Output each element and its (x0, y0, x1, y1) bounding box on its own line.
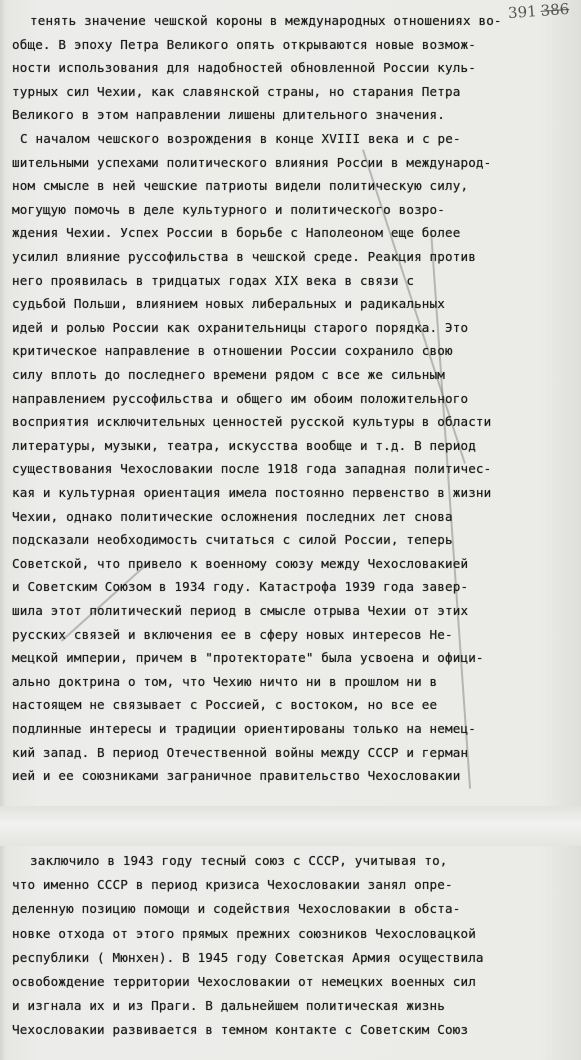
text-line: ном смысле в ней чешские патриоты видели политическую силу, (12, 178, 469, 194)
text-line: восприятия исключительных ценностей русской культуры в области (12, 414, 492, 430)
text-line: тенять значение чешской короны в международных отношениях во- (30, 13, 502, 28)
text-line: существования Чехословакии после 1918 года западная политичес- (12, 461, 492, 477)
text-line: настоящем не связывает с Россией, с востоком, но все ее (12, 697, 438, 713)
text-line: Советской, что привело к военному союзу между Чехословакией (12, 555, 469, 571)
text-line: литературы, музыки, театра, искусства вообще и т.д. В период (12, 437, 476, 453)
text-line: деленную позицию помощи и содействия Чехословакии в обста- (12, 901, 461, 917)
text-line: новке отхода от этого прямых прежних союзников Чехословацкой (12, 925, 476, 941)
text-line: освобождение территории Чехословакии от немецких военных сил (12, 974, 476, 989)
text-line: Чехословакии развивается в темном контакте с Советским Союз (12, 1022, 469, 1038)
text-line: ией и ее союзниками заграничное правительство Чехословакии (12, 768, 461, 784)
text-line: подлинные интересы и традиции ориентированы только на немец- (12, 721, 476, 736)
text-line: Чехии, однако политические осложнения последних лет снова (12, 508, 453, 524)
text-line: критическое направление в отношении России сохранило свою (12, 343, 453, 359)
text-line: ности использования для надобностей обновленной России куль- (12, 60, 476, 76)
page-number-struck: 386 (539, 0, 570, 20)
text-line: мецкой империи, причем в "протекторате" была усвоена и офици- (12, 650, 484, 666)
text-line: республики ( Мюнхен). В 1945 году Советская Армия осуществила (12, 949, 484, 965)
text-line: и Советским Союзом в 1934 году. Катастрофа 1939 года завер- (12, 579, 469, 595)
text-line: могущую помочь в деле культурного и политического возро- (12, 201, 445, 217)
text-line: кий запад. В период Отечественной войны между СССР и герман (12, 744, 469, 760)
text-line: обще. В эпоху Петра Великого опять открываются новые возмож- (12, 36, 476, 52)
text-line: что именно СССР в период кризиса Чехословакии занял опре- (12, 877, 453, 893)
page-fold-gap (0, 806, 581, 846)
text-line: силу вплоть до последнего времени рядом с все же сильным (12, 367, 445, 382)
text-line: него проявилась в тридцатых годах XIX века в связи с (12, 272, 415, 288)
text-line: идей и ролью России как охранительницы старого порядка. Это (12, 319, 469, 335)
text-line: и изгнала их и из Праги. В дальнейшем политическая жизнь (12, 998, 445, 1014)
text-line: ждения Чехии. Успех России в борьбе с Наполеоном еще более (12, 225, 461, 241)
text-line: судьбой Польши, влиянием новых либеральных и радикальных (12, 296, 445, 312)
text-line: заключило в 1943 году тесный союз с СССР, учитывая то, (30, 853, 448, 868)
text-line: русских связей и включения ее в сферу новых интересов Не- (12, 626, 453, 642)
text-line: ально доктрина о том, что Чехию ничто ни в прошлом ни в (12, 673, 438, 689)
text-line: кая и культурная ориентация имела постоянно первенство в жизни (12, 485, 492, 500)
text-line: направлением руссофильства и общего им обоим положительного (12, 390, 469, 406)
text-line: турных сил Чехии, как славянской страны, но старания Петра (12, 83, 461, 99)
text-line: усилил влияние руссофильства в чешской среде. Реакция против (12, 249, 476, 264)
text-line: С началом чешского возрождения в конце XVIII века и с ре- (20, 131, 461, 146)
text-line: шила этот политический период в смысле отрыва Чехии от этих (12, 603, 469, 618)
text-line: шительными успехами политического влияния России в международ- (12, 154, 492, 170)
page-number-current: 391 (507, 2, 537, 23)
text-line: подсказали необходимость считаться с силой России, теперь (12, 532, 453, 548)
text-line: Великого в этом направлении лишены длительного значения. (12, 107, 445, 123)
